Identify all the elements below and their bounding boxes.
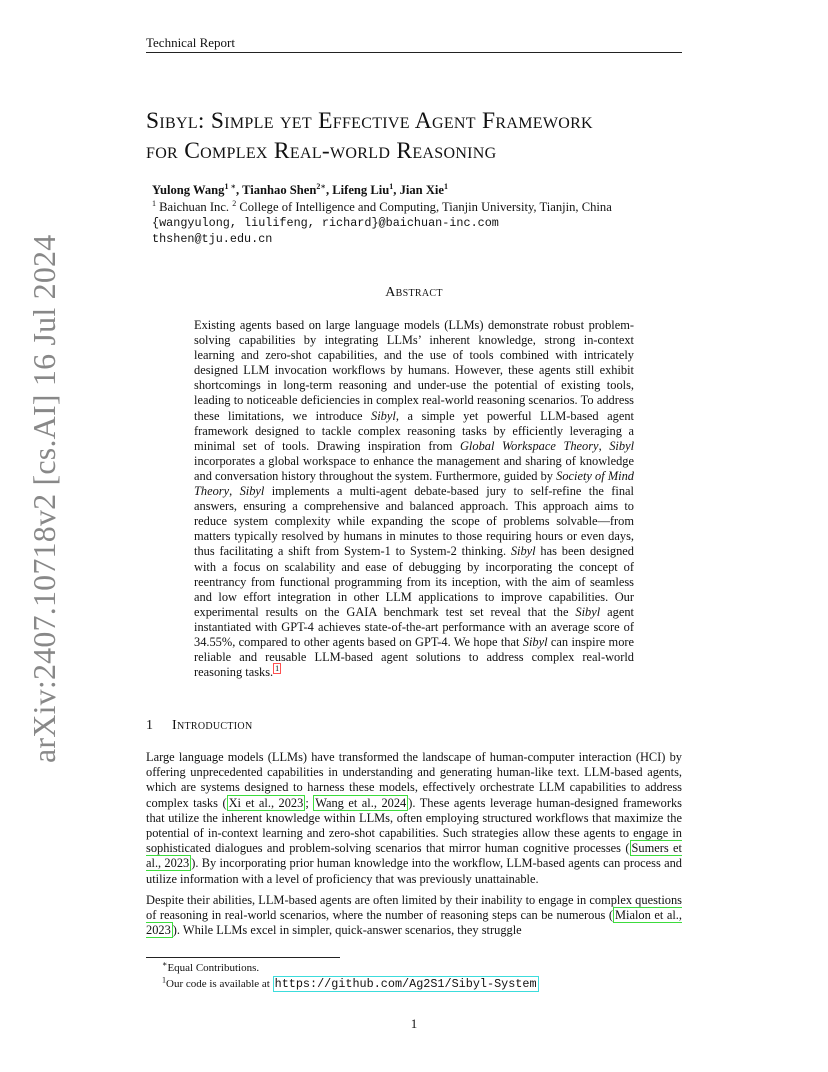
sibyl-name: Sibyl — [575, 604, 601, 619]
header-rule — [146, 52, 682, 53]
abstract-text: agent instantiated with GPT-4 achieves state-of-the-art performance with an average score of 34.55%, compared to other agents based on GPT-4. We hope that — [194, 604, 634, 649]
body-paragraph — [146, 750, 682, 887]
author-name: Yulong Wang — [152, 183, 225, 197]
body-text: ). By incorporating prior human knowledge into the workflow, LLM-based agents can process and utilize information with a level of proficiency that was previously unattainable. — [146, 856, 682, 886]
paper-title — [146, 106, 706, 166]
sibyl-name: Sibyl — [371, 408, 396, 423]
author-affil-mark: 1 — [444, 181, 449, 191]
abstract-body — [194, 318, 634, 680]
author-name: Lifeng Liu — [332, 183, 390, 197]
author-list: Yulong Wang$^{1 ∗}$, Tianhao Shen$^{2∗}$, Lifeng Liu$^1$, Jian Xie$^1$ — [152, 181, 449, 197]
running-header: Technical Report — [146, 35, 235, 50]
abstract-text: Existing agents based on large language models (LLMs) demonstrate robust problem-solving capabilities by integrating LLMs’ inherent knowledge, strong in-context learning and zero-shot capabilities, and the use of tools combined with intricately designed LLM invocation workflows by humans. However, these agents still exhibit shortcomings in long-term reasoning and under-use the potential of existing tools, leading to noticeable deficiencies in complex real-world reasoning scenarios. To address these limitations, we introduce — [194, 318, 634, 423]
abstract-text: has been designed with a focus on scalability and ease of debugging by incorporating the concept of reentrancy from functional programming from its inception, with the aim of seamless and low effort integration in other LLM applications to improve capabilities. Our experimental results on the GAIA benchmark test set reveal that the — [194, 544, 634, 619]
footnote-1 — [162, 959, 260, 974]
citation-link[interactable]: Sumers et al., 2023 — [146, 841, 682, 871]
sibyl-name: Sibyl — [609, 438, 635, 453]
page-number: 1 — [410, 1016, 418, 1031]
author-affil-mark: 1 ∗ — [224, 181, 236, 191]
sibyl-name: Sibyl — [522, 634, 548, 649]
abstract-text: can inspire more reliable and reusable LLM-based agent solutions to address complex real-world reasoning tasks. — [194, 634, 635, 680]
abstract-text: incorporates a global workspace to enhance the management and sharing of knowledge and conversation history throughout the system. Furthermore, guided by — [194, 453, 634, 483]
body-text: Large language models (LLMs) have transformed the landscape of human-computer interaction (HCI) by offering unprecedented capabilities in understanding and generating human-like text. LLM-based agents, which are systems designed to harness these models, effectively orchestrate LLM capabilities to address complex tasks ( — [146, 750, 682, 810]
section-body — [146, 750, 682, 944]
title-line-2: for Complex Real-world Reasoning — [146, 138, 497, 164]
footnote-2 — [162, 977, 539, 991]
affiliations — [152, 200, 612, 215]
body-text: Despite their abilities, LLM-based agents are often limited by their inability to engage in complex questions of reasoning in real-world scenarios, where the number of reasoning steps can be numerous ( — [146, 892, 682, 923]
citation-link[interactable]: Xi et al., 2023 — [228, 795, 304, 810]
affil-text: Baichuan Inc. — [156, 200, 233, 214]
body-paragraph — [146, 893, 682, 939]
sibyl-name: Sibyl — [239, 484, 265, 499]
author-affil-mark: 1 — [389, 181, 394, 191]
society-of-mind-theory: Society of Mind Theory — [194, 468, 634, 499]
section-heading — [146, 718, 252, 734]
author-affil-mark: 2∗ — [316, 181, 326, 191]
abstract-heading: Abstract — [385, 285, 443, 300]
email-line-2[interactable]: thshen@tju.edu.cn — [152, 232, 273, 246]
footnote-rule — [146, 957, 340, 958]
email-line-1[interactable]: {wangyulong, liulifeng, richard}@baichuan-inc.com — [152, 216, 499, 230]
body-text: ). While LLMs excel in simpler, quick-answer scenarios, they struggle — [172, 923, 522, 938]
footnote-text: Equal Contributions. — [167, 962, 260, 974]
footnote-link[interactable]: 1 — [275, 664, 280, 674]
abstract-paragraph — [194, 318, 634, 680]
citation-link[interactable]: Mialon et al., 2023 — [146, 908, 682, 938]
section-title: Introduction — [172, 718, 253, 733]
arxiv-identifier: arXiv:2407.10718v2 [cs.AI] 16 Jul 2024 — [26, 234, 62, 763]
abstract-text: implements a multi-agent debate-based jury to self-refine the final answers, ensuring a comprehensive and balanced approach. This approach aims to reduce system complexity while expanding the scope of problems solvable—from matters typically resolved by humans in minutes to those requiring hours or even days, thus facilitating a shift from System-1 to System-2 thinking. — [194, 484, 634, 559]
citation-link[interactable]: Wang et al., 2024 — [315, 795, 407, 810]
affil-mark: 1 — [152, 198, 156, 208]
global-workspace-theory: Global Workspace Theory — [459, 438, 599, 453]
sibyl-name: Sibyl — [510, 544, 536, 559]
code-url-link[interactable]: https://github.com/Ag2S1/Sibyl-System — [274, 977, 537, 991]
affil-mark: 2 — [232, 198, 237, 208]
abstract-text: , — [598, 438, 610, 453]
abstract-text: , a simple yet powerful LLM-based agent framework designed to tackle complex reasoning tasks by efficiently leveraging a minimal set of tools. Drawing inspiration from — [194, 408, 634, 453]
author-name: Tianhao Shen — [242, 183, 317, 197]
body-text: ; — [305, 795, 314, 810]
author-name: Jian Xie — [399, 183, 445, 197]
body-text: ). These agents leverage human-designed frameworks that utilize the inherent knowledge within LLMs, often employing structured workflows that maximize the potential of in-context learning and zero-shot capabilities. Such strategies allow these agents to engage in sophisticated dialogues and problem-solving scenarios that mirror human cognitive processes ( — [146, 795, 682, 856]
footnote-text: Our code is available at — [166, 978, 273, 990]
footnote-mark: ∗ — [162, 959, 168, 969]
affil-text: College of Intelligence and Computing, Tianjin University, Tianjin, China — [236, 200, 612, 214]
section-number: 1 — [146, 718, 153, 733]
footnote-mark: 1 — [162, 975, 166, 985]
title-line-1: Sibyl: Simple yet Effective Agent Framework — [146, 108, 593, 134]
abstract-text: , — [229, 484, 240, 499]
